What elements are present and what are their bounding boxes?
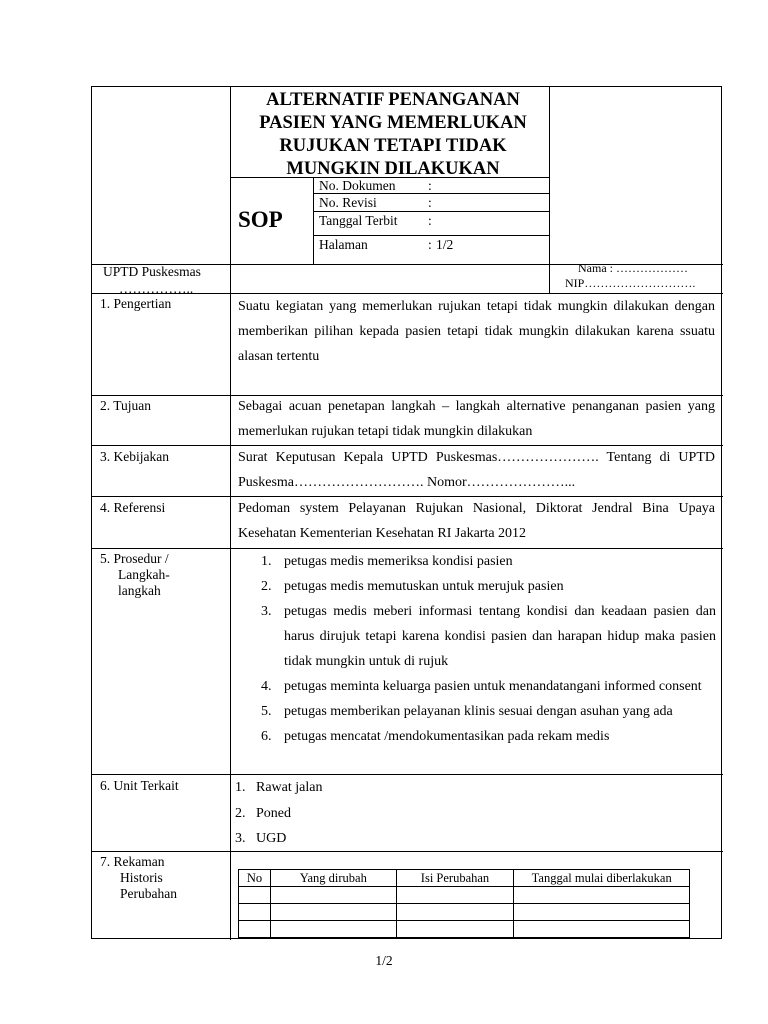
table-cell (239, 921, 271, 938)
table-header-row (239, 870, 690, 887)
list-item: 4. petugas meminta keluarga pasien untuk menandatangani informed consent (261, 679, 702, 694)
list-item: 1. petugas medis memeriksa kondisi pasien (261, 554, 513, 569)
section-label-pengertian: 1. Pengertian (100, 296, 172, 311)
list-item: 5. petugas memberikan pelayanan klinis sesuai dengan asuhan yang ada (261, 704, 673, 719)
list-item: 2. Poned (235, 805, 291, 821)
column-header: Yang dirubah (270, 870, 396, 887)
column-header: Tanggal mulai diberlakukan (514, 870, 690, 887)
section-label-kebijakan: 3. Kebijakan (100, 449, 169, 464)
section-label-referensi: 4. Referensi (100, 500, 166, 515)
table-cell (514, 887, 690, 904)
table-cell (239, 904, 271, 921)
divider (313, 177, 314, 265)
list-item: 3. petugas medis meberi informasi tentang kondisi dan keadaan pasien dan harus dirujuk tetapi karena kondisi pasien dan harapan hidup maka pasien tidak mungkin untuk di rujuk (261, 604, 716, 669)
change-history-table (238, 869, 690, 938)
document-title: ALTERNATIF PENANGANAN PASIEN YANG MEMERLUKAN RUJUKAN TETAPI TIDAK MUNGKIN DILAKUKAN (259, 90, 527, 179)
page-number: 1/2 (375, 953, 393, 968)
unit-list (229, 775, 322, 852)
list-item: 6. petugas mencatat /mendokumentasikan pada rekam medis (261, 729, 610, 744)
section-label-unit-terkait: 6. Unit Terkait (100, 778, 179, 793)
table-cell (270, 921, 396, 938)
table-cell (396, 921, 514, 938)
sop-document: ALTERNATIF PENANGANAN PASIEN YANG MEMERLUKAN RUJUKAN TETAPI TIDAK MUNGKIN DILAKUKAN SOP No. Dokumen : No. Revisi : Tanggal Terbit : Halaman : 1/2 UPTD Puskesmas …………….. Nama : ……………… NIP………………………. 1. Pengertian Suatu kegiatan yang memerlukan rujukan tetapi tidak mungkin dilakukan dengan memberikan pilihan kepada pasien tetapi tidak mungkin dilakukan karena ssuatu alasan tertentu 2. Tujuan Sebagai acuan penetapan langkah – langkah alternative penanganan pasien yang memerlukan rujukan tetapi tidak mungkin dilakukan 3. Kebijakan Surat Keputusan Kepala UPTD Puskesmas…………………. Tentang di UPTD Puskesma………………………. Nomor…………………... 4. Referensi Pedoman system Pelayanan Rujukan Nasional, Diktorat Jendral Bina Upaya Kesehatan Kementerian Kesehatan RI Jakarta 2012 5. Prosedur / Langkah- langkah 1. petugas medis memeriksa kondisi pasien 2. petugas medis memutuskan untuk merujuk pasien 3. petugas medis meberi informasi tentang kondisi dan keadaan pasien dan harus dirujuk tetapi karena kondisi pasien dan harapan hidup maka pasien tidak mungkin untuk di rujuk 4. petugas meminta keluarga pasien untuk menandatangani informed consent 5. petugas memberikan pelayanan klinis sesuai dengan asuhan yang ada 6. petugas mencatat /mendokumentasikan pada rekam medis 6. Unit Terkait 1. Rawat jalan 2. Poned 3. UGD 7. Rekaman Historis Perubahan No Yang dirubah Isi Perubahan Tanggal mulai diberlakukan (91, 86, 722, 939)
table-row (239, 887, 690, 904)
table-cell (270, 887, 396, 904)
section-text-pengertian: Suatu kegiatan yang memerlukan rujukan tetapi tidak mungkin dilakukan dengan memberikan pilihan kepada pasien tetapi tidak mungkin dilakukan karena ssuatu alasan tertentu (238, 299, 715, 364)
procedure-steps (238, 549, 716, 749)
table-row (239, 904, 690, 921)
sop-label: SOP (238, 207, 283, 232)
table-cell (396, 887, 514, 904)
divider (92, 774, 723, 775)
divider (92, 851, 723, 852)
signature-block: Nama : ……………… NIP………………………. (565, 261, 696, 290)
section-label-tujuan: 2. Tujuan (100, 398, 152, 413)
section-label-rekaman: 7. Rekaman Historis Perubahan (100, 854, 177, 901)
table-cell (514, 921, 690, 938)
list-item: 3. UGD (235, 831, 287, 846)
column-header: Isi Perubahan (396, 870, 514, 887)
divider (549, 87, 550, 293)
table-cell (270, 904, 396, 921)
table-cell (514, 904, 690, 921)
puskesmas-name: UPTD Puskesmas …………….. (103, 264, 201, 296)
table-cell (396, 904, 514, 921)
table-row (239, 921, 690, 938)
column-header: No (239, 870, 271, 887)
section-text-kebijakan: Surat Keputusan Kepala UPTD Puskesmas…………………. Tentang di UPTD Puskesma………………………. Nomor…………………... (238, 450, 715, 490)
section-text-tujuan: Sebagai acuan penetapan langkah – langkah alternative penanganan pasien yang memerlukan rujukan tetapi tidak mungkin dilakukan (238, 399, 715, 439)
section-text-referensi: Pedoman system Pelayanan Rujukan Nasional, Diktorat Jendral Bina Upaya Kesehatan Kementerian Kesehatan RI Jakarta 2012 (238, 501, 715, 541)
section-label-prosedur: 5. Prosedur / Langkah- langkah (100, 551, 170, 598)
list-item: 1. Rawat jalan (235, 780, 323, 795)
table-cell (239, 887, 271, 904)
list-item: 2. petugas medis memutuskan untuk merujuk pasien (261, 579, 564, 594)
